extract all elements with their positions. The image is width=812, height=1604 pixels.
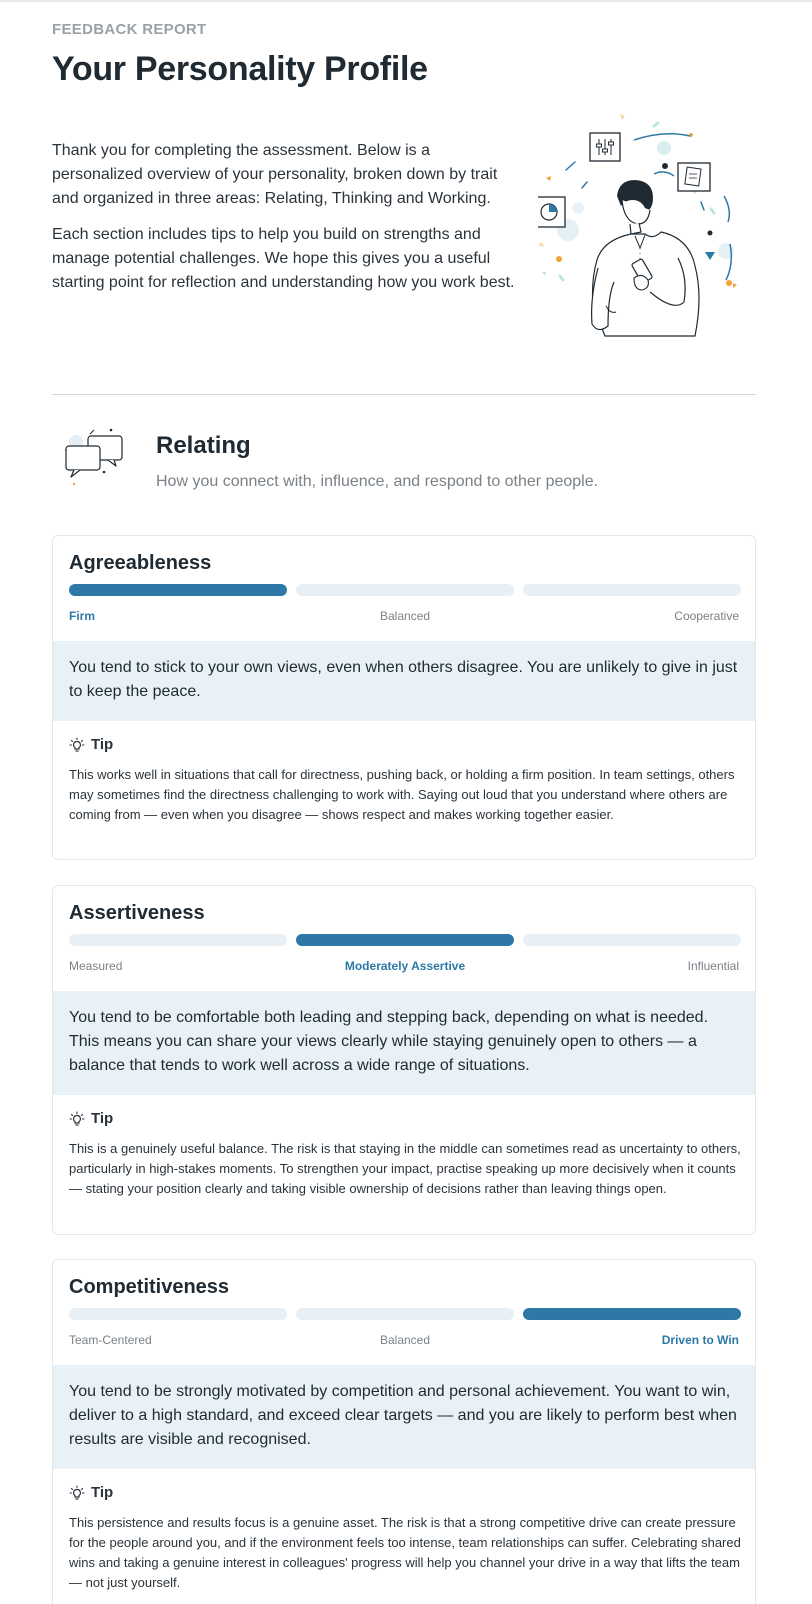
lightbulb-icon [69,1485,85,1501]
scale-segment [69,1308,287,1320]
lightbulb-icon [69,1111,85,1127]
tip-heading [69,1110,113,1127]
tip-text: This is a genuinely useful balance. The risk is that staying in the middle can sometimes read as uncertainty to others, particularly in high-stakes moments. To strengthen your impact, practise speaking up more decisively when it counts — stating your position clearly and taking visible ownership of decisions rather than leaving things open. [69,1141,741,1196]
person-with-phone-illustration [538,108,770,348]
top-border [0,0,812,2]
trait-summary: You tend to stick to your own views, even when others disagree. You are unlikely to give in just to keep the peace. [53,641,756,721]
trait-scale [69,1308,741,1320]
scale-label-low: Team-Centered [69,1333,152,1347]
intro-text [52,139,522,295]
trait-summary: You tend to be strongly motivated by competition and personal achievement. You want to win, deliver to a high standard, and exceed clear targets — and you are likely to perform best when results are visible and recognised. [53,1365,756,1469]
scale-label-mid: Balanced [379,609,431,623]
tip-label: Tip [91,736,114,753]
intro-paragraph: Thank you for completing the assessment. Below is a personalized overview of your personality, broken down by trait and organized in three areas: Relating, Thinking and Working. [52,142,498,207]
scale-label-high: Influential [687,959,739,973]
tip-text: This persistence and results focus is a genuine asset. The risk is that a strong competitive drive can create pressure for the people around you, and if the environment feels too intense, team relationships can suffer. Celebrating shared wins and taking a genuine interest in colleagues' progress will help you channel your drive in a way that lifts the team — not just yourself. [69,1515,741,1590]
scale-segment [296,584,514,596]
tip-label: Tip [91,1484,114,1501]
tip-heading [69,736,113,753]
section-divider [52,394,756,395]
scale-label-low: Measured [69,959,123,973]
speech-bubbles-icon [56,418,132,494]
intro-paragraph: Each section includes tips to help you build on strengths and manage potential challenges. We hope this gives you a useful starting point for reflection and understanding how you work best. [52,226,515,291]
scale-segment [523,934,741,946]
scale-segment [69,584,287,596]
lightbulb-icon [69,737,85,753]
scale-segment [296,934,514,946]
trait-summary: You tend to be comfortable both leading and stepping back, depending on what is needed. This means you can share your views clearly while staying genuinely open to others — a balance that tends to work well across a wide range of situations. [53,991,756,1095]
tip-text: This works well in situations that call for directness, pushing back, or holding a firm position. In team settings, others may sometimes find the directness challenging to work with. Saying out loud that you understand where others are coming from — even when you disagree — shows respect and makes working together easier. [69,767,735,822]
section-title: Relating [156,432,251,459]
section-subtitle: How you connect with, influence, and respond to other people. [156,473,599,490]
trait-card-assertiveness [52,885,756,1235]
scale-segment [523,584,741,596]
scale-label-mid: Balanced [379,1333,431,1347]
scale-label-high: Driven to Win [661,1333,739,1347]
trait-name: Agreeableness [69,552,212,574]
trait-scale [69,584,741,596]
scale-segment [523,1308,741,1320]
page-title: Your Personality Profile [52,50,428,88]
scale-segment [69,934,287,946]
tip-label: Tip [91,1110,114,1127]
trait-name: Competitiveness [69,1276,230,1298]
trait-name: Assertiveness [69,902,205,924]
tip-heading [69,1484,113,1501]
trait-card-competitiveness [52,1259,756,1604]
scale-label-high: Cooperative [674,609,739,623]
trait-card-agreeableness [52,535,756,860]
scale-label-low: Firm [69,609,96,623]
scale-label-mid: Moderately Assertive [344,959,466,973]
trait-scale [69,934,741,946]
scale-segment [296,1308,514,1320]
report-eyebrow: FEEDBACK REPORT [52,21,207,38]
